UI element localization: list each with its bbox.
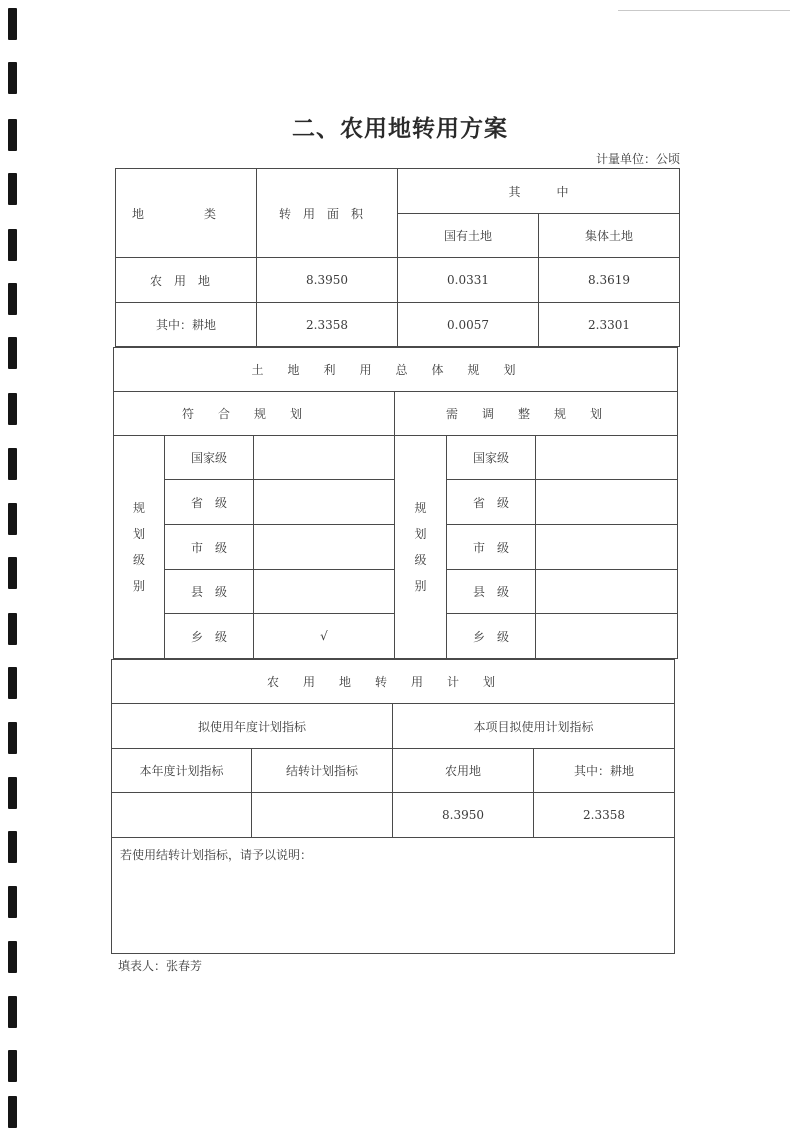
value-carry-over: [252, 793, 393, 838]
row-area: 2.3358: [257, 303, 398, 347]
table-row: [112, 793, 675, 838]
table-row: [116, 303, 680, 347]
header-collective-land: 集体土地: [539, 214, 680, 258]
header-state-land: 国有土地: [398, 214, 539, 258]
adjust-mark: [536, 436, 678, 480]
adjust-level-char: 划: [414, 527, 427, 541]
binder-hole: [8, 557, 17, 589]
binder-hole: [8, 503, 17, 535]
row-collective: 8.3619: [539, 258, 680, 303]
plan-level-char: 别: [132, 579, 145, 593]
conform-mark: [254, 570, 395, 614]
row-state: 0.0331: [398, 258, 539, 303]
adjust-level-char: 级: [414, 553, 427, 567]
binder-hole: [8, 996, 17, 1028]
binder-hole: [8, 831, 17, 863]
plan-level-label: [114, 436, 165, 659]
binder-hole: [8, 337, 17, 369]
header-among: 其 中: [398, 169, 680, 214]
table-row: [116, 258, 680, 303]
page-title: 二、农用地转用方案: [292, 116, 508, 142]
adjust-level-township: 乡 级: [447, 614, 536, 659]
adjust-mark: [536, 480, 678, 525]
plan-heading: 农用地转用计划: [112, 660, 675, 704]
row-label: 其中：耕地: [116, 303, 257, 347]
adjust-mark: [536, 525, 678, 570]
binder-hole: [8, 62, 17, 94]
binder-hole: [8, 667, 17, 699]
conform-mark: [254, 480, 395, 525]
scan-artifact-line: [618, 10, 790, 11]
header-carry-over: 结转计划指标: [252, 749, 393, 793]
level-township: 乡 级: [165, 614, 254, 659]
header-land-type: 地 类: [116, 169, 257, 258]
project-indicator-group: 本项目拟使用计划指标: [393, 704, 675, 749]
adjust-plan-header: 需调整规划: [395, 392, 678, 436]
adjust-mark: [536, 614, 678, 659]
header-farmland: 农用地: [393, 749, 534, 793]
binder-hole: [8, 1096, 17, 1128]
conversion-table: [115, 168, 680, 347]
row-area: 8.3950: [257, 258, 398, 303]
level-provincial: 省 级: [165, 480, 254, 525]
binder-hole: [8, 448, 17, 480]
binder-hole: [8, 722, 17, 754]
plan-level-char: 规: [132, 501, 145, 515]
carry-over-note: 若使用结转计划指标，请予以说明：: [112, 838, 675, 954]
binder-hole: [8, 283, 17, 315]
annual-indicator-group: 拟使用年度计划指标: [112, 704, 393, 749]
binder-hole: [8, 777, 17, 809]
form-filler: 填表人：张春芳: [118, 959, 203, 973]
conversion-plan-table: [111, 659, 675, 954]
plan-level-char: 级: [132, 553, 145, 567]
binder-hole: [8, 173, 17, 205]
binder-hole: [8, 229, 17, 261]
plan-level-char: 划: [132, 527, 145, 541]
adjust-level-char: 别: [414, 579, 427, 593]
adjust-mark: [536, 570, 678, 614]
row-label: 农用地: [116, 258, 257, 303]
value-current-year: [112, 793, 252, 838]
conform-check-mark: √: [254, 614, 395, 659]
adjust-level-county: 县 级: [447, 570, 536, 614]
binder-hole: [8, 613, 17, 645]
adjust-level-char: 规: [414, 501, 427, 515]
conform-mark: [254, 436, 395, 480]
conform-mark: [254, 525, 395, 570]
value-cultivated: 2.3358: [534, 793, 675, 838]
header-current-year: 本年度计划指标: [112, 749, 252, 793]
binder-hole: [8, 8, 17, 40]
adjust-level-label: [395, 436, 447, 659]
adjust-level-provincial: 省 级: [447, 480, 536, 525]
planning-heading: 土地利用总体规划: [114, 348, 678, 392]
value-farmland: 8.3950: [393, 793, 534, 838]
level-city: 市 级: [165, 525, 254, 570]
row-state: 0.0057: [398, 303, 539, 347]
level-national: 国家级: [165, 436, 254, 480]
binder-holes: [5, 0, 21, 1131]
binder-hole: [8, 393, 17, 425]
header-area: 转用面积: [257, 169, 398, 258]
unit-label: 计量单位：公顷: [595, 152, 680, 166]
binder-hole: [8, 886, 17, 918]
header-cultivated: 其中：耕地: [534, 749, 675, 793]
binder-hole: [8, 1050, 17, 1082]
adjust-level-city: 市 级: [447, 525, 536, 570]
adjust-level-national: 国家级: [447, 436, 536, 480]
level-county: 县 级: [165, 570, 254, 614]
row-collective: 2.3301: [539, 303, 680, 347]
conform-plan-header: 符合规划: [114, 392, 395, 436]
planning-table: [113, 347, 678, 659]
binder-hole: [8, 941, 17, 973]
